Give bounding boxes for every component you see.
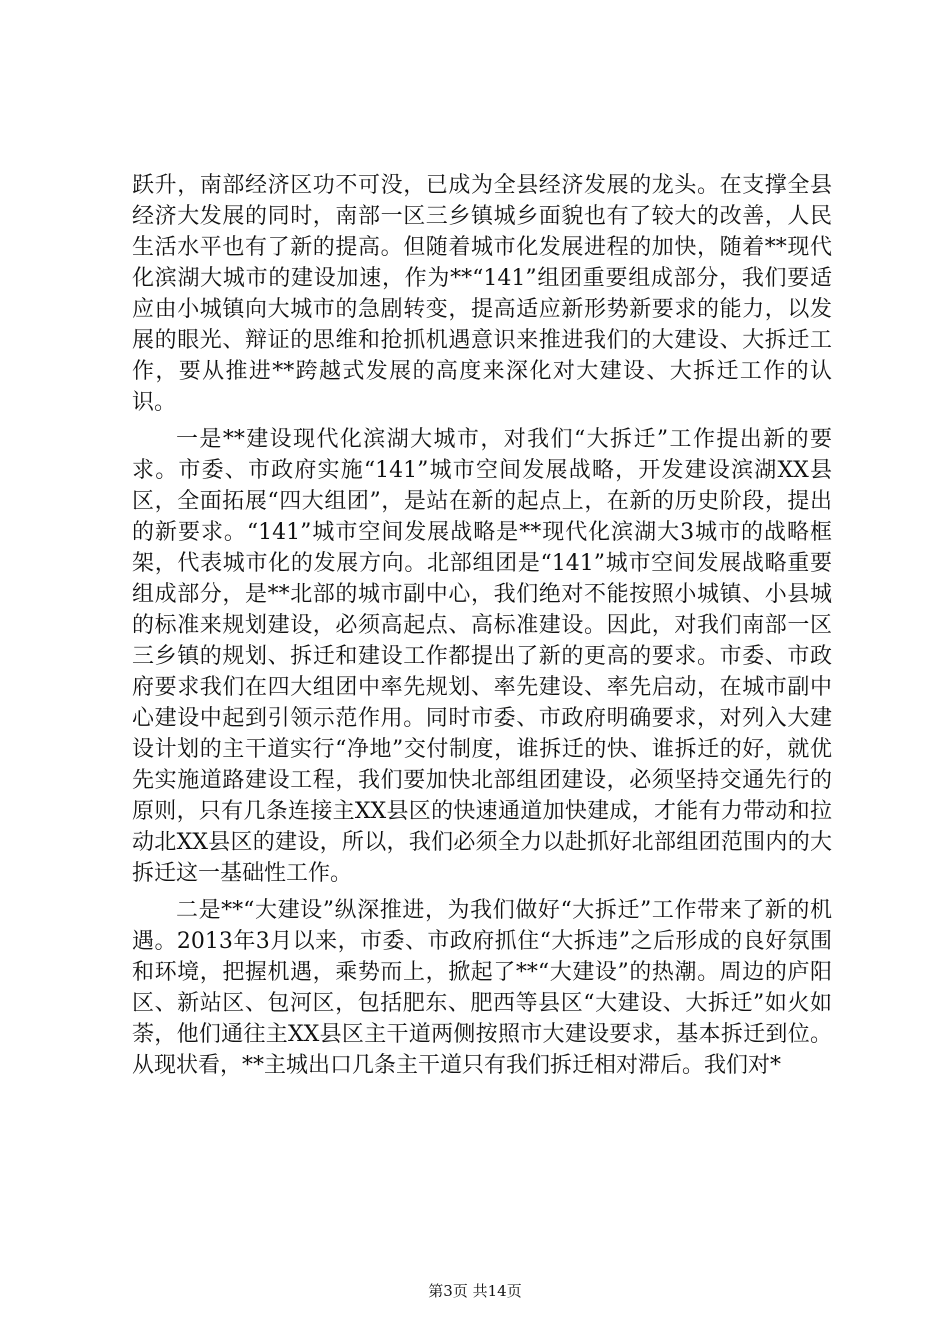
paragraph-1: 跃升，南部经济区功不可没，已成为全县经济发展的龙头。在支撑全县经济大发展的同时，南部一区三乡镇城乡面貌也有了较大的改善，人民生活水平也有了新的提高。但随着城市化发展进程的加快，随着**现代化滨湖大城市的建设加速，作为**“141”组团重要组成部分，我们要适应由小城镇向大城市的急剧转变，提高适应新形势新要求的能力，以发展的眼光、辩证的思维和抢抓机遇意识来推进我们的大建设、大拆迁工作，要从推进**跨越式发展的高度来深化对大建设、大拆迁工作的认识。 bbox=[132, 173, 832, 415]
paragraph-3: 二是**“大建设”纵深推进，为我们做好“大拆迁”工作带来了新的机遇。2013年3月以来，市委、市政府抓住“大拆违”之后形成的良好氛围和环境，把握机遇，乘势而上，掀起了**“大建设”的热潮。周边的庐阳区、新站区、包河区，包括肥东、肥西等县区“大建设、大拆迁”如火如荼，他们通往主XX县区主干道两侧按照市大建设要求，基本拆迁到位。从现状看，**主城出口几条主干道只有我们拆迁相对滞后。我们对* bbox=[132, 898, 832, 1078]
paragraph-2: 一是**建设现代化滨湖大城市，对我们“大拆迁”工作提出新的要求。市委、市政府实施“141”城市空间发展战略，开发建设滨湖XX县区，全面拓展“四大组团”，是站在新的起点上，在新的历史阶段，提出的新要求。“141”城市空间发展战略是**现代化滨湖大3城市的战略框架，代表城市化的发展方向。北部组团是“141”城市空间发展战略重要组成部分，是**北部的城市副中心，我们绝对不能按照小城镇、小县城的标准来规划建设，必须高起点、高标准建设。因此，对我们南部一区三乡镇的规划、拆迁和建设工作都提出了新的更高的要求。市委、市政府要求我们在四大组团中率先规划、率先建设、率先启动，在城市副中心建设中起到引领示范作用。同时市委、市政府明确要求，对列入大建设计划的主干道实行“净地”交付制度，谁拆迁的快、谁拆迁的好，就优先实施道路建设工程，我们要加快北部组团建设，必须坚持交通先行的原则，只有几条连接主XX县区的快速通道加快建成，才能有力带动和拉动北XX县区的建设，所以，我们必须全力以赴抓好北部组团范围内的大拆迁这一基础性工作。 bbox=[132, 427, 832, 886]
page-number-footer: 第3页 共14页 bbox=[428, 1282, 522, 1300]
document-body bbox=[132, 170, 832, 1087]
